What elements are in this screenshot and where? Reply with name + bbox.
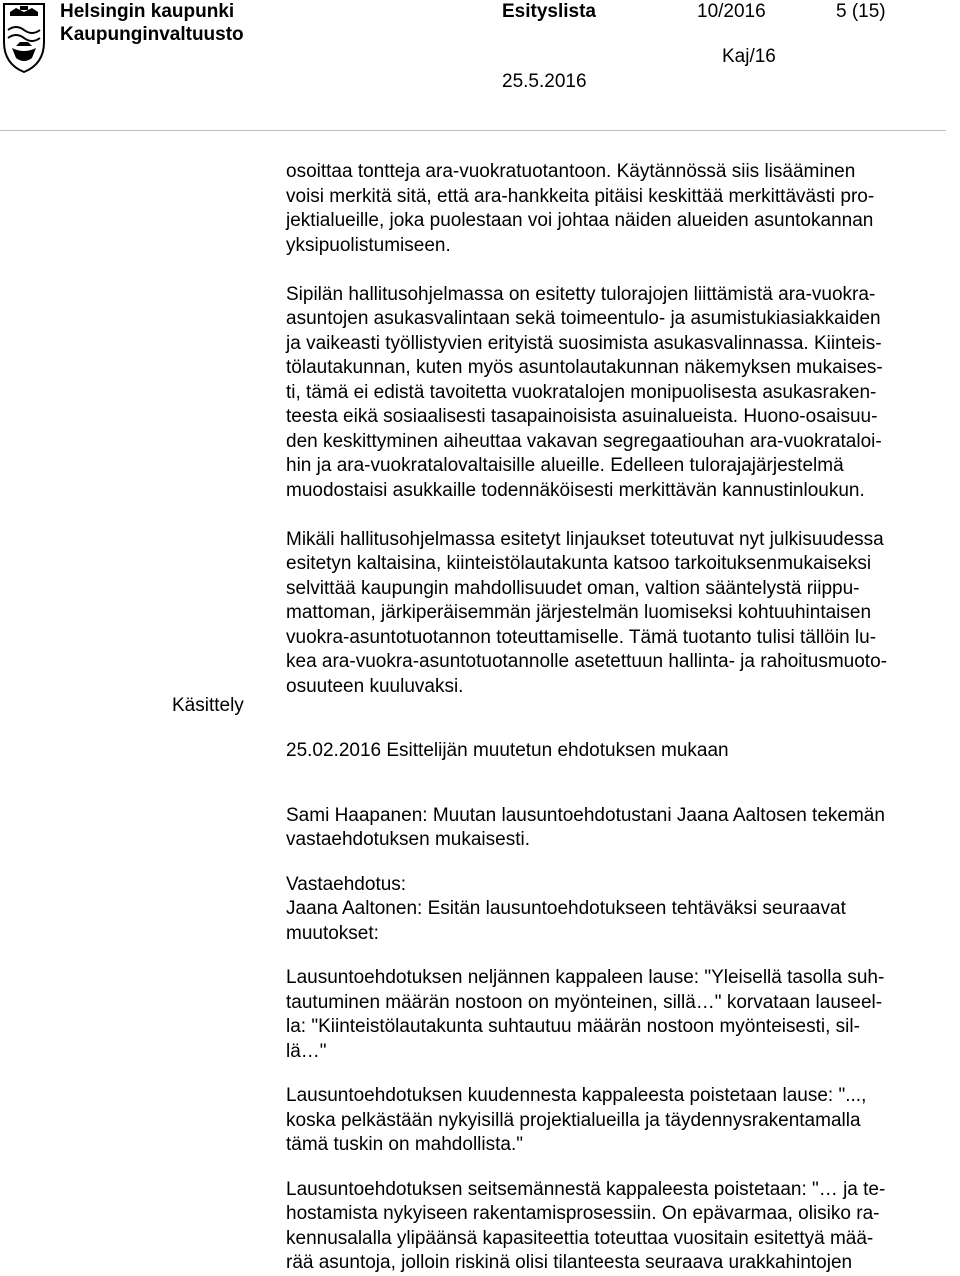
document-number: 10/2016 <box>697 1 766 22</box>
processing-label: Käsittely <box>172 695 244 716</box>
paragraph: Vastaehdotus: Jaana Aaltonen: Esitän lausuntoehdotukseen tehtäväksi seuraavat muutokset: <box>286 873 846 944</box>
helsinki-crest-logo <box>2 2 46 74</box>
paragraph: Lausuntoehdotuksen seitsemännestä kappaleesta poistetaan: "… ja te- hostamista nykyiseen rakentamisprosessiin. On epävarmaa, olisiko ra- kennusalalla ylipäänsä kapasiteettia toteuttaa vuositain esitettyä mää- rää asuntoja, jolloin riskinä olisi tilanteesta seuraava urakkahintojen <box>286 1178 886 1273</box>
paragraph: Sipilän hallitusohjelmassa on esitetty tulorajojen liittämistä ara-vuokra- asuntojen asukasvalintaan sekä toimeentulo- ja asumistukiasiakkaiden ja vaikeasti työllistyvien erityistä suosimista asukasvalinnassa. Kiinteis- tölautakunnan, kuten myös asuntolautakunnan näkemyksen mukaises- ti, tämä ei edistä tavoitetta vuokratalojen monipuolisesta asukasraken- teesta eikä sosiaalisesti tasapainoisista asuinalueista. Huono-osaisuu- den keskittyminen aiheuttaa vakavan segregaatiouhan ara-vuokrataloi- hin ja ara-vuokratalovaltaisille alueille. Edelleen tulorajajärjestelmä muodostaisi asukkaille todennäköisesti merkittävän kannustinloukun. <box>286 283 883 501</box>
paragraph: Lausuntoehdotuksen neljännen kappaleen lause: "Yleisellä tasolla suh- tautuminen määrän nostoon on myönteinen, sillä…" korvataan lauseel- la: "Kiinteistölautakunta suhtautuu määrän nostoon myönteisesti, sil- lä…" <box>286 967 885 1062</box>
paragraph: 25.02.2016 Esittelijän muutetun ehdotuksen mukaan <box>286 740 729 761</box>
org-line-1: Helsingin kaupunki <box>60 1 235 22</box>
document-type: Esityslista <box>502 1 596 22</box>
page-number: 5 (15) <box>836 1 886 22</box>
paragraph: Lausuntoehdotuksen kuudennesta kappaleesta poistetaan lause: "..., koska pelkästään nykyisillä projektialueilla ja täydennysrakentamalla tämä tuskin on mahdollista." <box>286 1085 867 1155</box>
document-date: 25.5.2016 <box>502 71 587 92</box>
org-line-2: Kaupunginvaltuusto <box>60 24 244 45</box>
document-body <box>286 160 946 1276</box>
paragraph: Mikäli hallitusohjelmassa esitetyt linjaukset toteutuvat nyt julkisuudessa esitetyn kaltaisina, kiinteistölautakunta katsoo tarkoituksenmukaiseksi selvittää kaupungin mahdollisuudet oman, valtion sääntelystä riippu- mattoman, järkiperäisemmän järjestelmän luomiseksi kohtuuhintaisen vuokra-asuntotuotannon toteuttamiselle. Tämä tuotanto tulisi tällöin lu- kea ara-vuokra-asuntotuotannolle asetettuun hallinta- ja rahoitusmuoto- osuuteen kuuluvaksi. <box>286 528 887 697</box>
organization-name <box>60 0 244 46</box>
paragraph: Sami Haapanen: Muutan lausuntoehdotustani Jaana Aaltosen tekemän vastaehdotuksen mukaisesti. <box>286 804 885 850</box>
header-divider <box>0 130 946 131</box>
paragraph: osoittaa tontteja ara-vuokratuotantoon. Käytännössä siis lisääminen voisi merkitä sitä, että ara-hankkeita pitäisi keskittää merkittävästi pro- jektialueille, joka puolestaan voi johtaa näiden alueiden asuntokannan yksipuolistumiseen. <box>286 161 875 256</box>
section-code: Kaj/16 <box>722 46 776 67</box>
